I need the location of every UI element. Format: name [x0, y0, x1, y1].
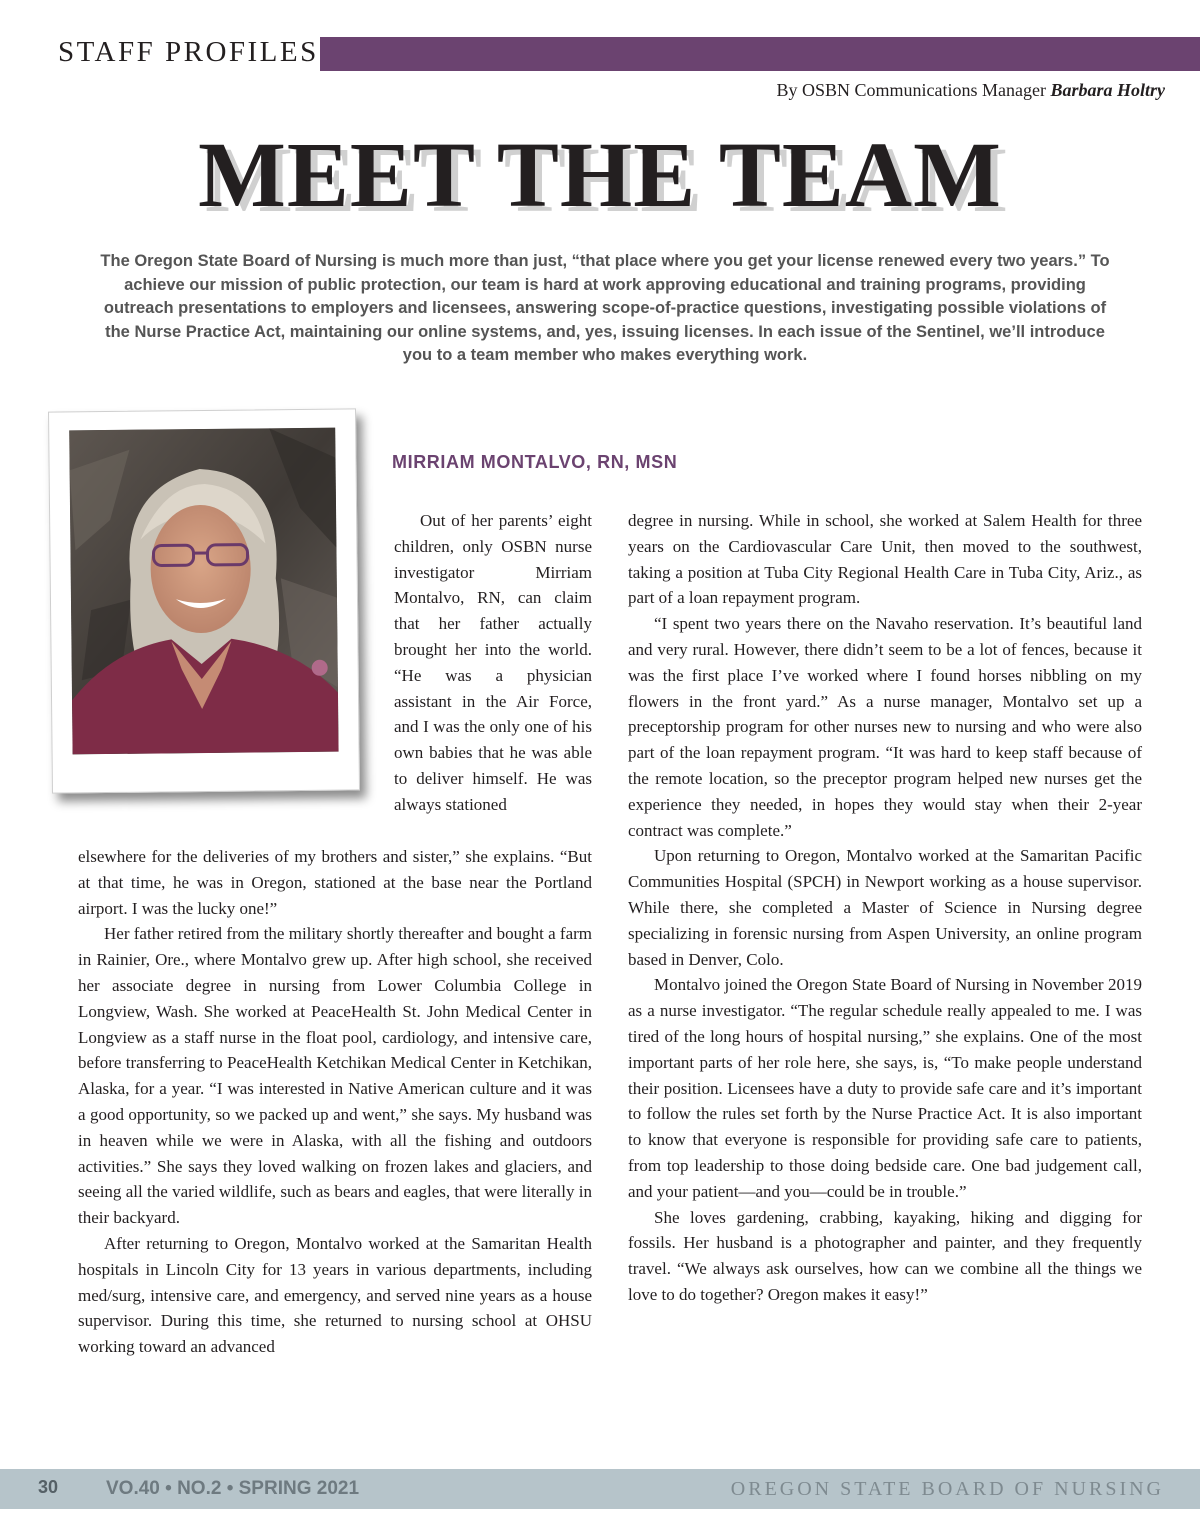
portrait-photo-icon	[69, 428, 338, 755]
wrap-column	[394, 508, 592, 818]
body-paragraph: Montalvo joined the Oregon State Board of Nursing in November 2019 as a nurse investigator. “The regular schedule really appealed to me. I was tired of the long hours of hospital nursing,” she explains. One of the most important parts of her role here, she says, is, “To make people understand their position. Licensees have a duty to provide safe care and it’s important to follow the rules set forth by the Nurse Practice Act. It is also important to know that everyone is responsible for providing safe care to patients, from top leadership to those doing bedside care. One bad judgement call, and your patient—and you—could be in trouble.”	[628, 975, 1142, 1201]
body-paragraph: “I spent two years there on the Navaho reservation. It’s beautiful land and very rural. However, there didn’t seem to be a lot of fences, because it was the first place I’ve worked where I found horses nibbling on my flowers in the front yard.” As a nurse manager, Montalvo set up a preceptorship program for other nurses new to nursing and who were also part of the loan repayment program. “It was hard to keep staff because of the remote location, so the preceptor program helped new nurses get the experience they needed, in hopes they would stay when their 2-year contract was complete.”	[628, 614, 1142, 840]
profile-name: MIRRIAM MONTALVO, RN, MSN	[392, 452, 678, 472]
issue-label: VO.40 • NO.2 • SPRING 2021	[106, 1478, 360, 1499]
body-paragraph: elsewhere for the deliveries of my brothers and sister,” she explains. “But at that time, he was in Oregon, stationed at the base near the Portland airport. I was the lucky one!”	[78, 847, 592, 918]
left-column	[78, 844, 592, 1360]
byline-prefix: By OSBN Communications Manager	[776, 80, 1046, 100]
photo-frame	[48, 408, 360, 793]
organization-name: OREGON STATE BOARD OF NURSING	[730, 1478, 1164, 1500]
page-number: 30	[38, 1477, 59, 1497]
body-paragraph: After returning to Oregon, Montalvo worked at the Samaritan Health hospitals in Lincoln City for 13 years in various departments, including med/surg, intensive care, and emergency, and served nine years as a house supervisor. During this time, she returned to nursing school at OHSU working toward an advanced	[78, 1233, 592, 1357]
intro-paragraph: The Oregon State Board of Nursing is much more than just, “that place where you get your license renewed every two years.” To achieve our mission of public protection, our team is hard at work approving educational and training programs, providing outreach presentations to employers and licensees, answering scope-of-practice questions, investigating possible violations of the Nurse Practice Act, maintaining our online systems, and, yes, issuing licenses. In each issue of the Sentinel, we’ll introduce you to a team member who makes everything work.	[100, 252, 1110, 364]
wrap-paragraph: Out of her parents’ eight children, only OSBN nurse investigator Mirriam Montalvo, RN, can claim that her father actually brought her into the world. “He was a physician assistant in the Air Force, and I was the only one of his own babies that he was able to deliver himself. He was always stationed	[394, 511, 592, 814]
section-bar	[320, 37, 1200, 71]
section-label: STAFF PROFILES	[58, 36, 319, 68]
body-paragraph: She loves gardening, crabbing, kayaking, hiking and digging for fossils. Her husband is a photographer and painter, and they frequently travel. “We always ask ourselves, how can we combine all the things we love to do together? Oregon makes it easy!”	[628, 1207, 1142, 1304]
page-title: MEET THE TEAM	[198, 124, 1002, 227]
byline	[777, 80, 1166, 101]
portrait-photo	[69, 428, 338, 755]
body-paragraph: Her father retired from the military shortly thereafter and bought a farm in Rainier, Ore., where Montalvo grew up. After high school, she received her associate degree in nursing from Lower Columbia College in Longview, Wash. She worked at PeaceHealth St. John Medical Center in Longview as a staff nurse in the float pool, cardiology, and intensive care, before transferring to PeaceHealth Ketchikan Medical Center in Ketchikan, Alaska, for a year. “I was interested in Native American culture and it was a good opportunity, so we packed up and went,” she says. My husband was in heaven while we were in Alaska, with all the fishing and outdoors activities.” She says they loved walking on frozen lakes and glaciers, and seeing all the varied wildlife, such as bears and eagles, that were literally in their backyard.	[78, 924, 592, 1228]
byline-author: Barbara Holtry	[1050, 80, 1165, 100]
body-paragraph: Upon returning to Oregon, Montalvo worked at the Samaritan Pacific Communities Hospital (SPCH) in Newport working as a house supervisor. While there, she completed a Master of Science in Nursing degree specializing in forensic nursing from Aspen University, an online program based in Denver, Colo.	[628, 846, 1142, 969]
body-paragraph: degree in nursing. While in school, she worked at Salem Health for three years on the Cardiovascular Care Unit, then moved to the southwest, taking a position at Tuba City Regional Health Care in Tuba City, Ariz., as part of a loan repayment program.	[628, 511, 1142, 608]
right-column	[628, 508, 1142, 1308]
